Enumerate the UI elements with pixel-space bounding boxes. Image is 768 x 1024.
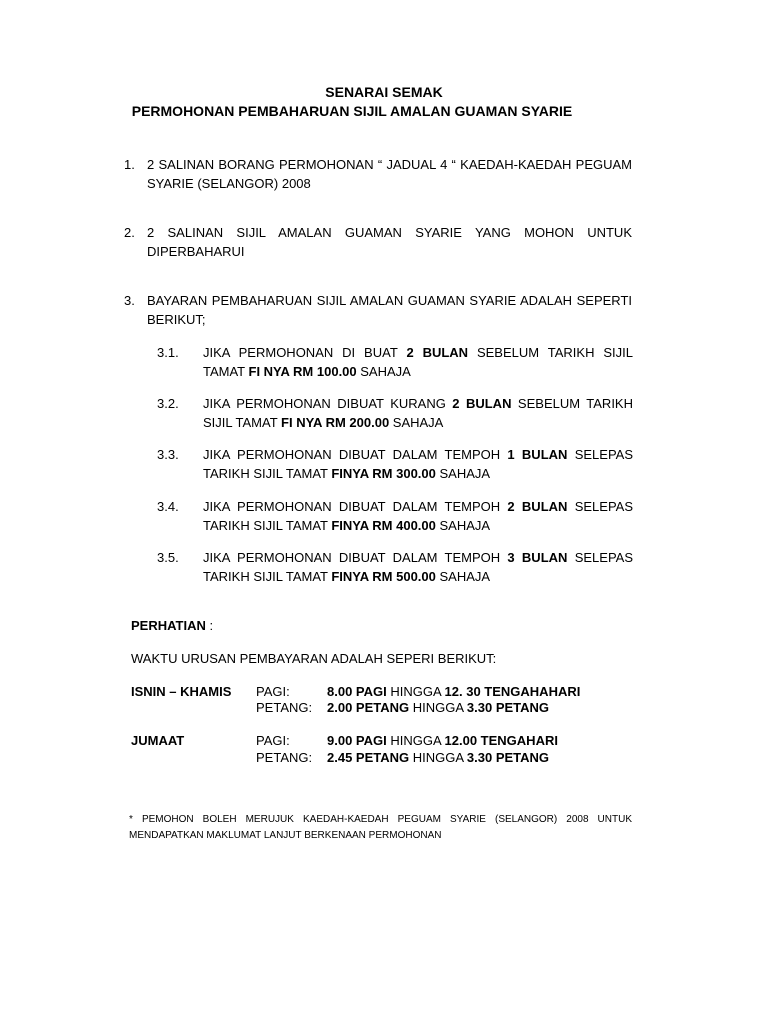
subitem-number: 3.4.: [157, 499, 179, 514]
document-title: SENARAI SEMAK: [325, 84, 443, 100]
item-text: BAYARAN PEMBAHARUAN SIJIL AMALAN GUAMAN SYARIE ADALAH SEPERTI BERIKUT;: [147, 293, 632, 327]
subitem-text: JIKA PERMOHONAN DIBUAT KURANG 2 BULAN SEBELUM TARIKH SIJIL TAMAT FI NYA RM 200.00 SAHAJA: [203, 396, 633, 430]
schedule-label: PAGI:: [256, 733, 290, 748]
fee-item-3-3: [157, 445, 633, 483]
subitem-number: 3.3.: [157, 447, 179, 462]
item-number: 2.: [124, 225, 135, 240]
item-text: 2 SALINAN BORANG PERMOHONAN “ JADUAL 4 “ KAEDAH-KAEDAH PEGUAM SYARIE (SELANGOR) 2008: [147, 157, 632, 191]
checklist-item-3: [124, 291, 632, 329]
document-subtitle: PERMOHONAN PEMBAHARUAN SIJIL AMALAN GUAMAN SYARIE: [131, 103, 573, 119]
subitem-number: 3.1.: [157, 345, 179, 360]
checklist-item-2: [124, 223, 632, 261]
subitem-text: JIKA PERMOHONAN DIBUAT DALAM TEMPOH 2 BULAN SELEPAS TARIKH SIJIL TAMAT FINYA RM 400.00 SAHAJA: [203, 499, 633, 533]
subitem-number: 3.5.: [157, 550, 179, 565]
schedule-hours: 2.45 PETANG HINGGA 3.30 PETANG: [327, 750, 550, 765]
subitem-number: 3.2.: [157, 396, 179, 411]
notice-intro: WAKTU URUSAN PEMBAYARAN ADALAH SEPERI BERIKUT:: [131, 651, 497, 666]
schedule-label: PETANG:: [256, 700, 313, 715]
item-number: 3.: [124, 293, 135, 308]
fee-item-3-2: [157, 394, 633, 432]
schedule-hours: 9.00 PAGI HINGGA 12.00 TENGAHARI: [327, 733, 558, 748]
fee-item-3-1: [157, 343, 633, 381]
fee-item-3-5: [157, 548, 633, 586]
footnote: * PEMOHON BOLEH MERUJUK KAEDAH-KAEDAH PEGUAM SYARIE (SELANGOR) 2008 UNTUK MENDAPATKAN MAKLUMAT LANJUT BERKENAAN PERMOHONAN: [129, 814, 632, 841]
item-number: 1.: [124, 157, 135, 172]
schedule-hours: 8.00 PAGI HINGGA 12. 30 TENGAHAHARI: [327, 684, 581, 699]
schedule-label: PETANG:: [256, 750, 313, 765]
checklist-item-1: [124, 155, 632, 193]
schedule-hours: 2.00 PETANG HINGGA 3.30 PETANG: [327, 700, 550, 715]
schedule-day: ISNIN – KHAMIS: [131, 684, 232, 699]
item-text: 2 SALINAN SIJIL AMALAN GUAMAN SYARIE YANG MOHON UNTUK DIPERBAHARUI: [147, 225, 632, 259]
schedule-label: PAGI:: [256, 684, 290, 699]
fee-item-3-4: [157, 497, 633, 535]
subitem-text: JIKA PERMOHONAN DIBUAT DALAM TEMPOH 3 BULAN SELEPAS TARIKH SIJIL TAMAT FINYA RM 500.00 SAHAJA: [203, 550, 633, 584]
subitem-text: JIKA PERMOHONAN DI BUAT 2 BULAN SEBELUM TARIKH SIJIL TAMAT FI NYA RM 100.00 SAHAJA: [203, 345, 633, 379]
notice-heading: PERHATIAN :: [131, 618, 214, 633]
schedule-row: [131, 698, 631, 717]
schedule-row: [131, 748, 631, 767]
subitem-text: JIKA PERMOHONAN DIBUAT DALAM TEMPOH 1 BULAN SELEPAS TARIKH SIJIL TAMAT FINYA RM 300.00 SAHAJA: [203, 447, 633, 481]
schedule-day: JUMAAT: [131, 733, 185, 748]
